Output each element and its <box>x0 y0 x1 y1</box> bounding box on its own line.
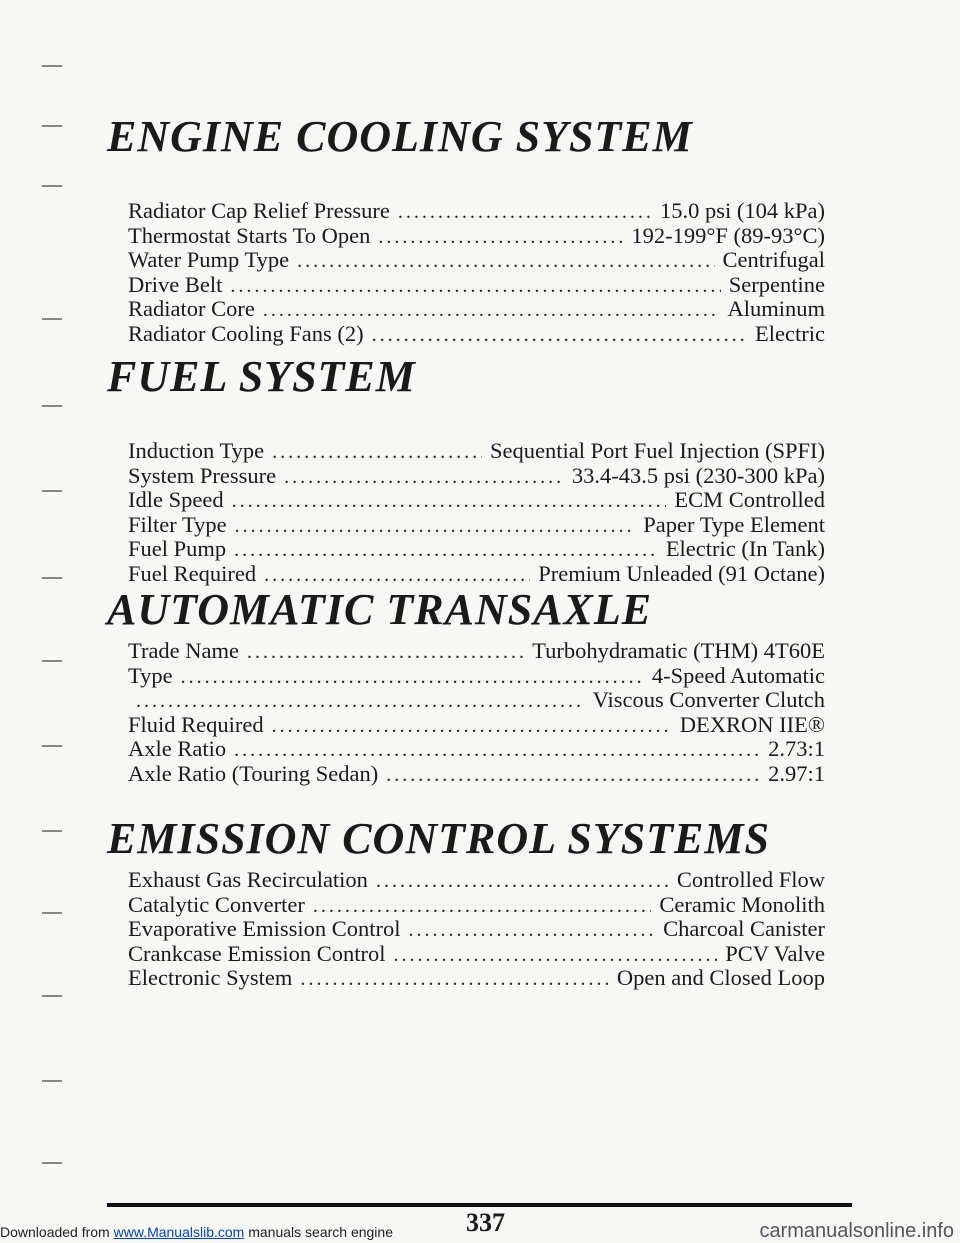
margin-mark <box>42 125 62 127</box>
spec-value: Viscous Converter Clutch <box>592 687 825 712</box>
footer-watermark: carmanualsonline.info <box>759 1220 954 1242</box>
spec-row <box>128 513 825 538</box>
margin-mark <box>42 65 62 67</box>
dot-leader <box>297 249 714 274</box>
page-rule <box>107 1203 852 1207</box>
spec-value: 4-Speed Automatic <box>651 662 825 688</box>
spec-label: Thermostat Starts To Open <box>128 222 371 248</box>
dot-leader <box>313 894 652 919</box>
spec-label: Evaporative Emission Control <box>128 916 401 941</box>
spec-label: System Pressure <box>128 462 277 488</box>
margin-mark <box>42 745 62 747</box>
spec-row <box>128 322 825 347</box>
spec-row <box>128 893 825 918</box>
margin-marks <box>0 0 80 1242</box>
dot-leader <box>386 763 760 788</box>
spec-label: Type <box>128 662 173 688</box>
margin-mark <box>42 185 62 187</box>
spec-value: ECM Controlled <box>674 487 825 512</box>
spec-label: Crankcase Emission Control <box>128 940 386 966</box>
dot-leader <box>181 665 644 690</box>
footer-download-note <box>0 1224 393 1240</box>
spec-row <box>128 273 825 298</box>
spec-row <box>128 688 825 713</box>
dot-leader <box>136 689 585 714</box>
margin-mark <box>42 660 62 662</box>
margin-mark <box>42 830 62 832</box>
dot-leader <box>393 943 717 968</box>
spec-value: Paper Type Element <box>643 511 825 537</box>
footer-prefix: Downloaded from <box>0 1224 110 1240</box>
section-title-engine-cooling: ENGINE COOLING SYSTEM <box>107 112 693 161</box>
margin-mark <box>42 995 62 997</box>
dot-leader <box>234 538 658 563</box>
dot-leader <box>264 563 530 588</box>
margin-mark <box>42 912 62 914</box>
margin-mark <box>42 1162 62 1164</box>
spec-row <box>128 562 825 587</box>
spec-label: Exhaust Gas Recirculation <box>128 867 368 892</box>
spec-row <box>128 464 825 489</box>
footer-suffix: manuals search engine <box>248 1224 393 1240</box>
margin-mark <box>42 318 62 320</box>
spec-value: Aluminum <box>727 296 825 321</box>
spec-label: Radiator Core <box>128 296 255 321</box>
spec-row <box>128 942 825 967</box>
dot-leader <box>263 298 720 323</box>
spec-row <box>128 713 825 738</box>
spec-value: Premium Unleaded (91 Octane) <box>538 560 825 586</box>
spec-row <box>128 737 825 762</box>
dot-leader <box>408 918 655 943</box>
spec-label: Induction Type <box>128 438 265 463</box>
spec-list-fuel-system <box>128 439 825 586</box>
spec-label: Catalytic Converter <box>128 891 305 917</box>
spec-row <box>128 248 825 273</box>
spec-list-engine-cooling <box>128 199 825 346</box>
margin-mark <box>42 577 62 579</box>
spec-row <box>128 664 825 689</box>
spec-row <box>128 199 825 224</box>
spec-row <box>128 488 825 513</box>
dot-leader <box>378 225 623 250</box>
dot-leader <box>376 869 669 894</box>
spec-label: Filter Type <box>128 511 227 537</box>
spec-value: Open and Closed Loop <box>616 965 825 990</box>
spec-value: PCV Valve <box>725 940 825 966</box>
spec-label: Idle Speed <box>128 487 224 512</box>
margin-mark <box>42 405 62 407</box>
dot-leader <box>232 489 667 514</box>
spec-row <box>128 537 825 562</box>
spec-label: Axle Ratio <box>128 736 227 761</box>
spec-label: Radiator Cooling Fans (2) <box>128 320 364 346</box>
dot-leader <box>398 200 652 225</box>
dot-leader <box>247 640 524 665</box>
spec-label: Fluid Required <box>128 711 264 737</box>
dot-leader <box>272 440 482 465</box>
spec-value: 2.73:1 <box>768 736 825 761</box>
spec-list-automatic-transaxle <box>128 639 825 786</box>
spec-row <box>128 639 825 664</box>
spec-label: Water Pump Type <box>128 247 290 272</box>
margin-mark <box>42 490 62 492</box>
spec-label: Axle Ratio (Touring Sedan) <box>128 760 379 786</box>
spec-row <box>128 966 825 991</box>
dot-leader <box>230 274 720 299</box>
spec-value: Charcoal Canister <box>663 916 825 941</box>
dot-leader <box>372 323 747 348</box>
spec-value: Electric (In Tank) <box>665 536 825 561</box>
spec-label: Fuel Pump <box>128 536 227 561</box>
dot-leader <box>234 738 760 763</box>
spec-value: 33.4-43.5 psi (230-300 kPa) <box>571 462 825 488</box>
dot-leader <box>284 465 564 490</box>
spec-value: Controlled Flow <box>676 867 825 892</box>
spec-value: DEXRON IIE® <box>679 711 825 737</box>
spec-label: Drive Belt <box>128 271 223 297</box>
manualslib-link[interactable]: www.Manualslib.com <box>113 1224 245 1240</box>
spec-value: Electric <box>755 320 825 346</box>
dot-leader <box>272 714 672 739</box>
section-title-emission-control: EMISSION CONTROL SYSTEMS <box>107 814 770 863</box>
spec-value: 192-199°F (89-93°C) <box>631 222 825 248</box>
spec-value: Turbohydramatic (THM) 4T60E <box>532 638 825 663</box>
spec-label: Radiator Cap Relief Pressure <box>128 198 390 223</box>
dot-leader <box>235 514 636 539</box>
spec-value: Centrifugal <box>722 247 825 272</box>
spec-row <box>128 224 825 249</box>
spec-row <box>128 917 825 942</box>
spec-label: Trade Name <box>128 638 240 663</box>
spec-value: 15.0 psi (104 kPa) <box>660 198 825 223</box>
spec-value: Sequential Port Fuel Injection (SPFI) <box>490 438 825 463</box>
spec-value: Serpentine <box>728 271 825 297</box>
dot-leader <box>300 967 609 992</box>
section-title-fuel-system: FUEL SYSTEM <box>107 352 416 401</box>
spec-label: Electronic System <box>128 965 293 990</box>
spec-row <box>128 868 825 893</box>
margin-mark <box>42 1080 62 1082</box>
spec-value: Ceramic Monolith <box>659 891 825 917</box>
spec-label: Fuel Required <box>128 560 257 586</box>
spec-value: 2.97:1 <box>768 760 825 786</box>
spec-row <box>128 439 825 464</box>
spec-row <box>128 762 825 787</box>
page-number: 337 <box>466 1208 505 1237</box>
spec-row <box>128 297 825 322</box>
spec-list-emission-control <box>128 868 825 991</box>
section-title-automatic-transaxle: AUTOMATIC TRANSAXLE <box>107 585 653 634</box>
